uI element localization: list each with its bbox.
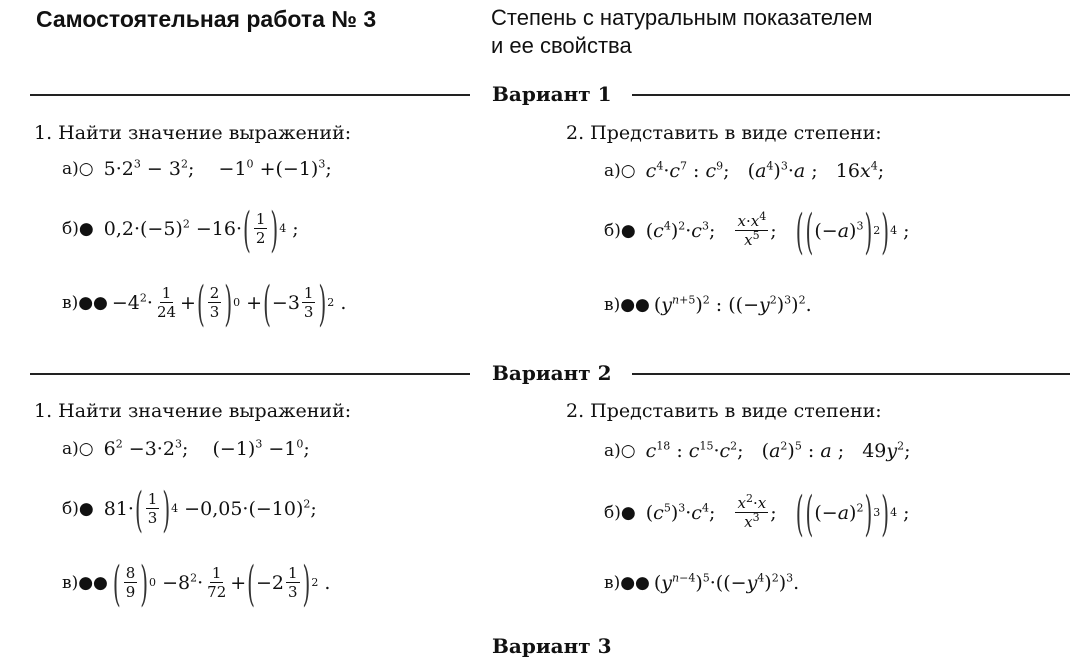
item-label: в)●● [62, 292, 108, 313]
v2-task1-a: а)○ $6^2 -3\cdot 2^3$; $(-1)^3 -1^0$; [62, 437, 310, 460]
v1-task1-c: в)●● $-4^2\cdot$ $\frac{1}{24}$ + ( $\frac{2}{3}$ ) 0 + ( −3 $\frac{1}{3}$ ) 2 . [62, 273, 347, 332]
divider-right-v2 [632, 373, 1070, 375]
v1-task1-b: б)● $0,2\cdot(-5)^2 -16\cdot$ ( $\frac{1}{2}$ ) 4 ; [62, 199, 299, 258]
item-label: а)○ [62, 439, 94, 459]
variant-2-label: Вариант 2 [492, 361, 612, 385]
divider-left-v1 [30, 94, 470, 96]
worksheet-title: Самостоятельная работа № 3 [36, 6, 377, 32]
item-label: в)●● [604, 573, 650, 593]
topic-line-2: и ее свойства [491, 33, 632, 58]
divider-right-v1 [632, 94, 1070, 96]
item-label: а)○ [604, 161, 636, 181]
v2-task2-heading: 2. Представить в виде степени: [566, 400, 882, 422]
item-label: б)● [604, 502, 636, 523]
item-label: б)● [62, 218, 94, 239]
item-label: б)● [62, 498, 94, 519]
topic-line-1: Степень с натуральным показателем [491, 5, 873, 30]
v2-task2-c: в)●● $(y^{n-4})^5\cdot((-y^4)^2)^3$. [604, 571, 800, 594]
v1-task1-a: а)○ $5\cdot 2^3 - 3^2$; $-1^0 +(-1)^3$; [62, 157, 332, 180]
item-label: б)● [604, 220, 636, 241]
v1-task1-heading: 1. Найти значение выражений: [34, 122, 352, 144]
v1-task2-c: в)●● $(y^{n+5})^2$ : $((-y^2)^3)^2$. [604, 293, 812, 316]
item-label: в)●● [62, 572, 108, 593]
v2-task2-b: б)● $(c^5)^3\cdot c^4$; $\frac{x^2\cdot x}{x^3}$ ; ( ( $(-a)^2$ ) 3 ) 4 ; [604, 483, 910, 542]
item-label: а)○ [604, 441, 636, 461]
v2-task1-b: б)● 81· ( $\frac{1}{3}$ ) 4 $-0,05\cdot(-10)^2$; [62, 479, 317, 538]
v2-task1-c: в)●● ( $\frac{8}{9}$ ) 0 $-8^2\cdot$ $\frac{1}{72}$ + ( −2 $\frac{1}{3}$ ) 2 . [62, 553, 331, 612]
item-label: а)○ [62, 159, 94, 179]
v1-task2-heading: 2. Представить в виде степени: [566, 122, 882, 144]
v2-task2-a: а)○ $c^{18}$ : $c^{15}\cdot c^2$; $(a^2)^5$ : a ; $49y^2$; [604, 439, 911, 462]
v2-task1-heading: 1. Найти значение выражений: [34, 400, 352, 422]
v1-task2-a: а)○ $c^4\cdot c^7$ : $c^9$; $(a^4)^3\cdot a$ ; $16x^4$; [604, 159, 885, 182]
variant-3-label-partial: Вариант 3 [492, 634, 612, 658]
divider-left-v2 [30, 373, 470, 375]
v1-task2-b: б)● $(c^4)^2\cdot c^3$; $\frac{x\cdot x^4}{x^5}$ ; ( ( $(-a)^3$ ) 2 ) 4 ; [604, 201, 910, 260]
variant-1-label: Вариант 1 [492, 82, 612, 106]
item-label: в)●● [604, 295, 650, 315]
